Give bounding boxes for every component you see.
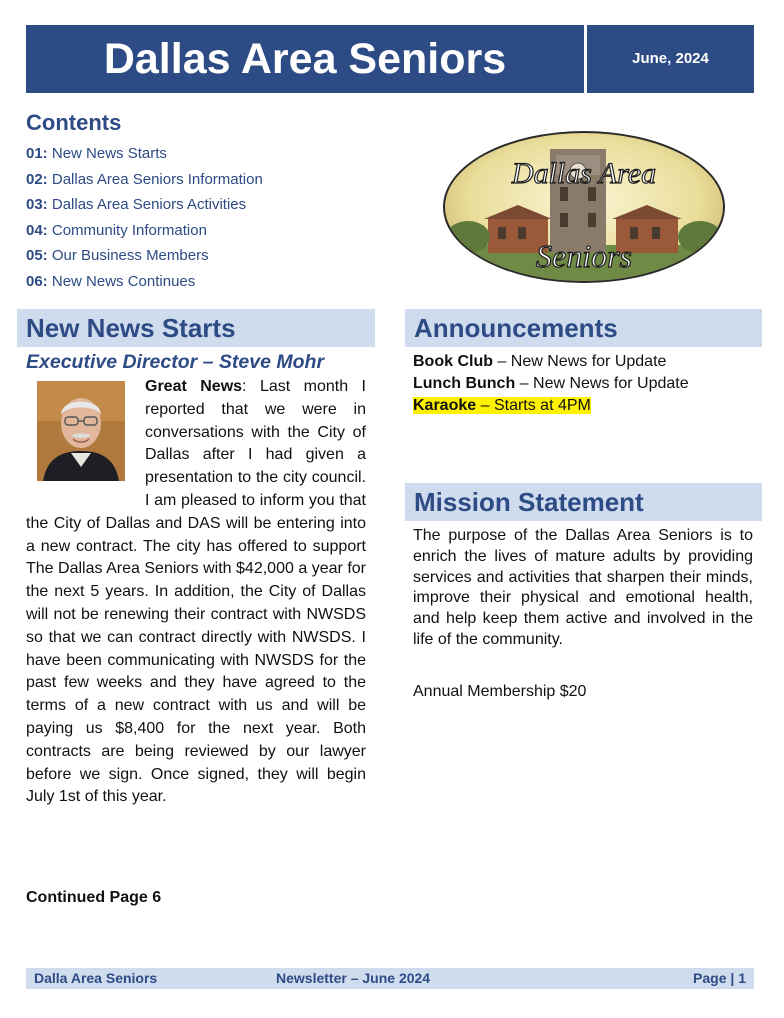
- contents-item-number: 02:: [26, 170, 48, 188]
- section-heading-announcements: Announcements: [405, 309, 762, 347]
- contents-item-label: Our Business Members: [51, 247, 209, 265]
- section-heading-mission: Mission Statement: [405, 483, 762, 521]
- page-footer: [26, 968, 754, 989]
- footer-issue: Newsletter – June 2024: [276, 970, 431, 986]
- news-lead: Great News: [145, 378, 243, 395]
- membership-price: Annual Membership $20: [413, 683, 587, 700]
- contents-item-label: New News Continues: [51, 272, 196, 290]
- contents-item[interactable]: [26, 194, 263, 220]
- director-portrait: [37, 381, 125, 481]
- announcement-detail: – New News for Update: [493, 353, 667, 370]
- announcement-detail: – Starts at 4PM: [476, 397, 591, 414]
- contents-item[interactable]: [26, 271, 263, 297]
- contents-item-number: 06:: [26, 272, 48, 290]
- section-heading-new-news: New News Starts: [17, 309, 375, 347]
- contents-list: [26, 143, 263, 297]
- dallas-area-seniors-logo: [438, 127, 730, 285]
- contents-item[interactable]: [26, 220, 263, 246]
- executive-director-title: Executive Director – Steve Mohr: [26, 351, 325, 373]
- footer-page-number: Page | 1: [693, 970, 746, 986]
- issue-date: June, 2024: [632, 50, 709, 67]
- announcement-detail: – New News for Update: [515, 375, 689, 392]
- masthead: [26, 25, 754, 93]
- contents-item-number: 01:: [26, 145, 48, 162]
- logo-top-text: Dallas Area: [511, 157, 657, 190]
- contents-item-label: Dallas Area Seniors Information: [51, 170, 263, 188]
- contents-item-label: Community Information: [51, 221, 207, 239]
- announcements-list: [413, 351, 689, 417]
- announcement-name: Karaoke: [413, 397, 477, 414]
- continued-note: Continued Page 6: [26, 889, 162, 906]
- news-body-text: : Last month I reported that we were in conversations with the City of Dallas after I had given a presentation to the city council. I am pleased to inform you that the City of Dallas and DAS will be entering into a new contract. The city has offered to support The Dallas Area Seniors with $42,000 a year for the next 5 years. In addition, the City of Dallas will not be renewing their contract with NWSDS so that we can contract directly with NWSDS. I have been communicating with NWSDS for the past few weeks and they have agreed to the terms of a new contract with us and will be paying us $8,400 for the next year. Both contracts are being reviewed by our lawyer before we sign. Once signed, they will begin July 1st of this year.: [26, 378, 366, 806]
- contents-item-number: 05:: [26, 247, 48, 265]
- logo-bottom-text: Seniors: [536, 238, 632, 274]
- contents-item-number: 04:: [26, 221, 48, 239]
- contents-item-label: New News Starts: [51, 145, 167, 162]
- highlighted-announcement: [413, 397, 591, 414]
- announcement-item: [413, 373, 689, 395]
- announcement-item: [413, 351, 689, 373]
- contents-item-number: 03:: [26, 196, 48, 214]
- announcement-name: Book Club: [413, 353, 493, 370]
- contents-item-label: Dallas Area Seniors Activities: [51, 196, 247, 214]
- contents-item[interactable]: [26, 245, 263, 271]
- announcement-name: Lunch Bunch: [413, 375, 516, 392]
- newsletter-title: Dallas Area Seniors: [103, 35, 507, 83]
- mission-statement-text: The purpose of the Dallas Area Seniors is to enrich the lives of mature adults by providing services and activities that sharpen their minds, improve their physical and emotional health, and help keep them active and involved in the life of the community.: [413, 527, 753, 648]
- footer-org: Dalla Area Seniors: [34, 970, 158, 986]
- contents-heading: Contents: [26, 110, 122, 135]
- contents-item[interactable]: [26, 169, 263, 195]
- announcement-item: [413, 395, 689, 417]
- contents-item[interactable]: [26, 143, 263, 169]
